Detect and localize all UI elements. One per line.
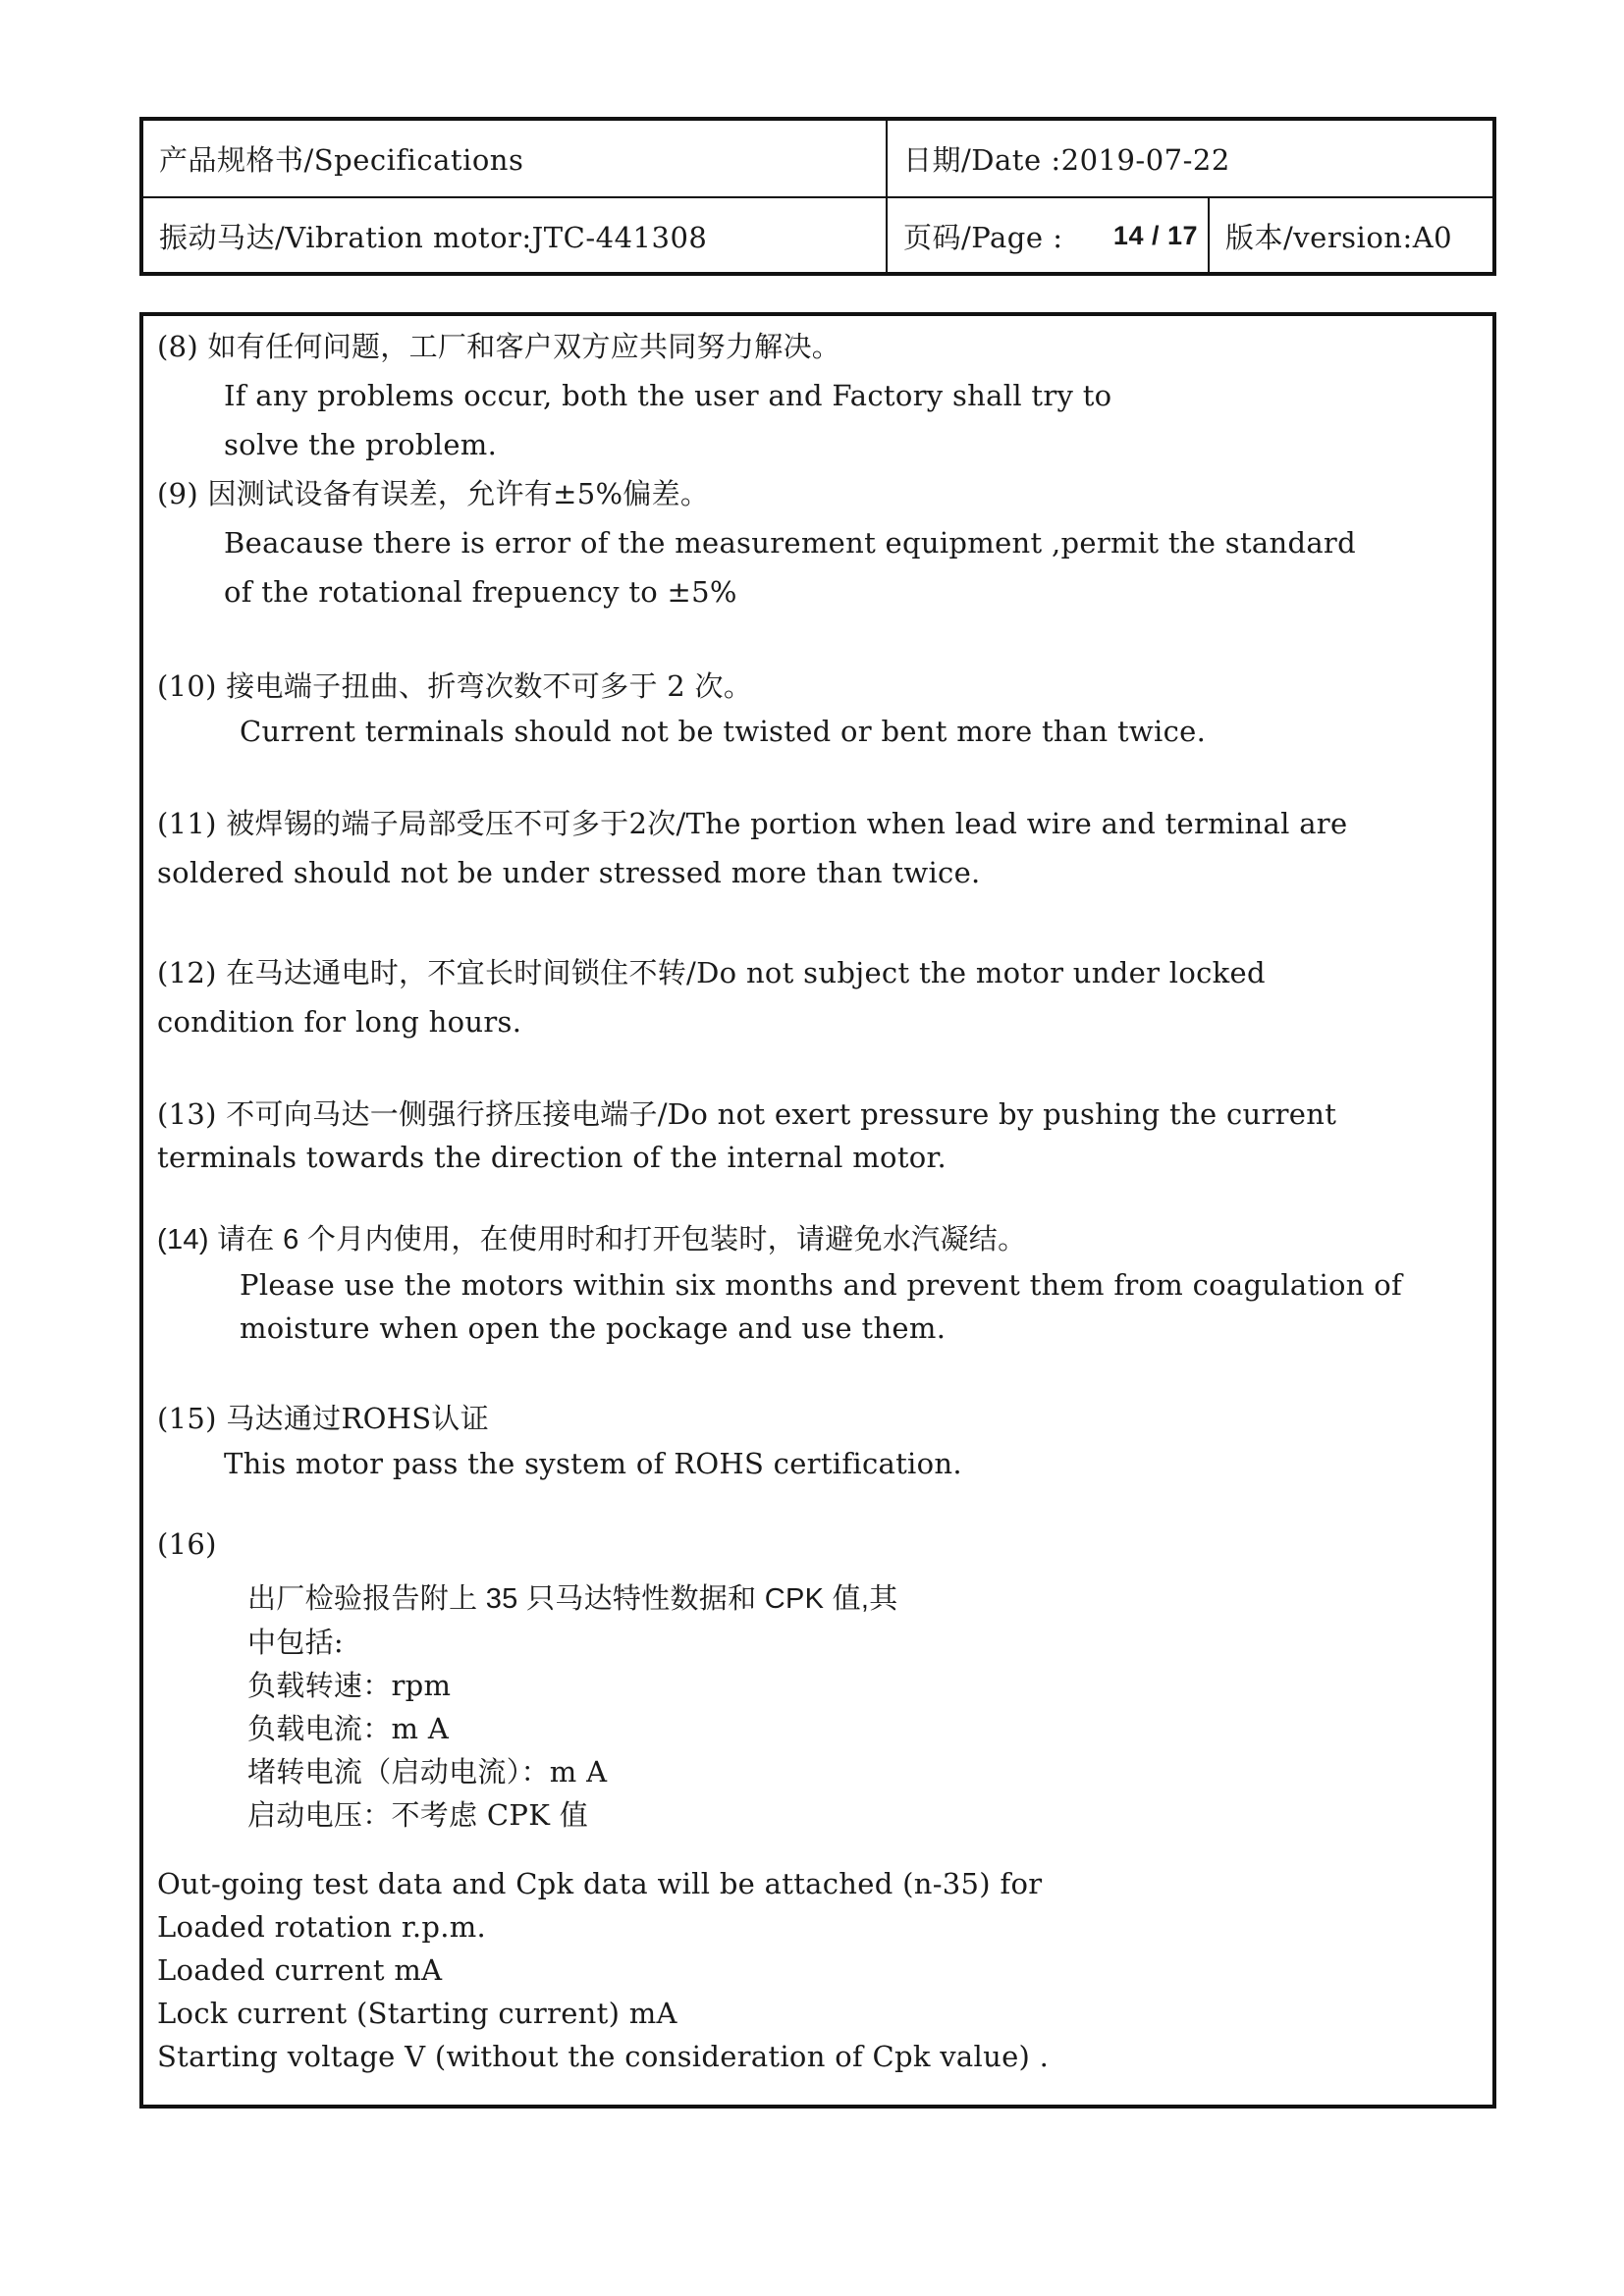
item-16-en-2: Loaded rotation r.p.m. bbox=[157, 1910, 487, 1944]
item-8-cn: (8) 如有任何问题，工厂和客户双方应共同努力解决。 bbox=[157, 330, 841, 363]
item-15-en: This motor pass the system of ROHS certification. bbox=[224, 1447, 962, 1480]
item-11-line-2: soldered should not be under stressed more than twice. bbox=[157, 856, 981, 889]
item-11-line-1: (11) 被焊锡的端子局部受压不可多于2次/The portion when lead wire and terminal are bbox=[157, 807, 1348, 840]
item-13-line-2: terminals towards the direction of the internal motor. bbox=[157, 1141, 947, 1174]
content-box bbox=[139, 312, 1496, 2109]
item-15-cn: (15) 马达通过ROHS认证 bbox=[157, 1402, 490, 1435]
item-8-en-1: If any problems occur, both the user and Factory shall try to bbox=[224, 379, 1112, 412]
doc-date: 日期/Date :2019-07-22 bbox=[903, 143, 1230, 177]
item-16-en-1: Out-going test data and Cpk data will be attached (n-35) for bbox=[157, 1867, 1043, 1900]
item-10-cn: (10) 接电端子扭曲、折弯次数不可多于 2 次。 bbox=[157, 669, 753, 703]
item-16-cn-4: 负载电流：m A bbox=[247, 1712, 450, 1745]
item-16-cn-3: 负载转速：rpm bbox=[247, 1669, 452, 1702]
header-row-1 bbox=[143, 121, 1492, 198]
item-16-cn-6: 启动电压：不考虑 CPK 值 bbox=[247, 1798, 589, 1832]
page-number: 14 / 17 bbox=[1112, 221, 1198, 250]
item-12-line-1: (12) 在马达通电时，不宜长时间锁住不转/Do not subject the motor under locked bbox=[157, 956, 1266, 989]
page-indicator bbox=[888, 198, 1210, 274]
item-9-en-1: Beacause there is error of the measurement equipment ,permit the standard bbox=[224, 526, 1356, 560]
item-9-en-2: of the rotational frepuency to ±5% bbox=[224, 575, 737, 609]
item-9-cn: (9) 因测试设备有误差，允许有±5%偏差。 bbox=[157, 477, 710, 510]
item-16-cn-5: 堵转电流（启动电流）：m A bbox=[247, 1755, 608, 1789]
product-name: 振动马达/Vibration motor:JTC-441308 bbox=[143, 198, 888, 274]
item-14-en-2: moisture when open the pockage and use them. bbox=[240, 1311, 947, 1345]
item-12-line-2: condition for long hours. bbox=[157, 1005, 522, 1039]
item-16-en-4: Lock current (Starting current) mA bbox=[157, 1997, 677, 2030]
header-table bbox=[139, 117, 1496, 276]
item-14-en-1: Please use the motors within six months and prevent them from coagulation of bbox=[240, 1268, 1403, 1302]
item-16-en-5: Starting voltage V (without the consideration of Cpk value) . bbox=[157, 2040, 1050, 2073]
item-16-cn-1: 出厂检验报告附上 35 只马达特性数据和 CPK 值,其 bbox=[247, 1583, 898, 1615]
header-row-2 bbox=[143, 198, 1492, 274]
page-label: 页码/Page : bbox=[903, 221, 1063, 254]
item-8-en-2: solve the problem. bbox=[224, 428, 498, 461]
item-13-line-1: (13) 不可向马达一侧强行挤压接电端子/Do not exert pressure by pushing the current bbox=[157, 1097, 1337, 1131]
item-10-en: Current terminals should not be twisted or bent more than twice. bbox=[240, 715, 1207, 748]
item-14-cn: (14) 请在 6 个月内使用，在使用时和打开包装时，请避免水汽凝结。 bbox=[157, 1224, 1027, 1255]
item-16-en-3: Loaded current mA bbox=[157, 1953, 443, 1987]
item-16-cn-2: 中包括: bbox=[247, 1626, 344, 1659]
doc-title: 产品规格书/Specifications bbox=[143, 121, 888, 196]
doc-version: 版本/version:A0 bbox=[1225, 221, 1453, 254]
item-16-number: (16) bbox=[157, 1527, 217, 1561]
